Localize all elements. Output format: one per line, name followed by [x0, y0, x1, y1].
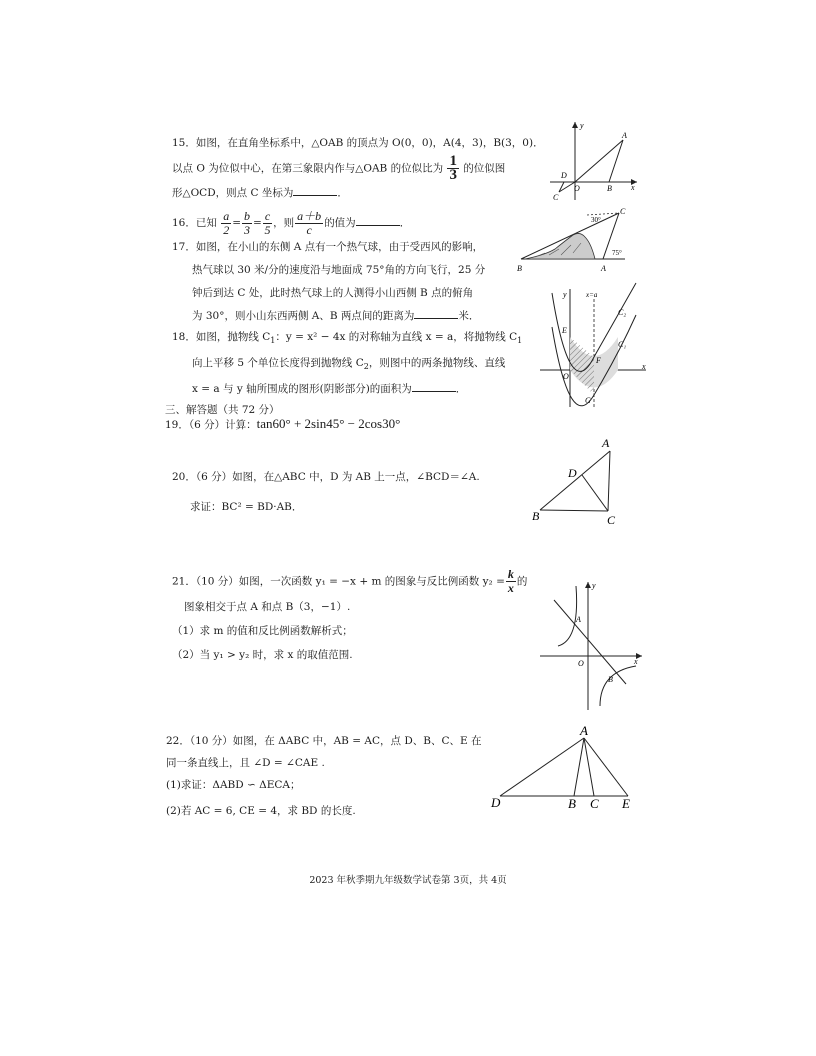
q17-figure — [515, 205, 630, 275]
svg-text:y: y — [592, 581, 596, 590]
page-footer: 2023 年秋季期九年级数学试卷第 3页，共 4页 — [309, 875, 507, 886]
svg-text:C₁: C₁ — [618, 340, 627, 349]
answer-blank — [414, 306, 458, 319]
svg-text:x=a: x=a — [586, 291, 598, 299]
svg-text:x: x — [634, 657, 638, 666]
svg-text:C: C — [607, 513, 616, 527]
svg-text:x: x — [631, 183, 635, 192]
svg-text:A: A — [580, 723, 588, 738]
svg-text:A: A — [576, 615, 581, 624]
svg-text:B: B — [568, 796, 576, 811]
svg-text:30°: 30° — [591, 216, 601, 224]
svg-text:G: G — [585, 396, 591, 405]
svg-text:O: O — [563, 372, 569, 381]
section-heading: 三、解答题（共 72 分） — [165, 404, 280, 416]
svg-text:O: O — [578, 659, 584, 668]
svg-text:C₂: C₂ — [618, 308, 627, 317]
svg-text:D: D — [568, 466, 577, 480]
question-16: 16．已知 $\frac{a}{2}$ = $\frac{b}{3}$ = $\frac{c}{5}$ ，则 $\frac{a+b}{c}$ 的值为 ． — [172, 208, 411, 237]
q15-ratio: $\frac{1}{3}$ — [449, 153, 457, 183]
svg-text:C: C — [590, 796, 599, 811]
question-15 — [172, 132, 544, 205]
answer-blank — [293, 183, 337, 196]
svg-text:y: y — [580, 121, 584, 130]
svg-text:B: B — [532, 509, 540, 523]
q15-line1: 15．如图，在直角坐标系中，△OAB 的顶点为 O(0，0)，A(4，3)，B(3，0)． — [172, 137, 544, 149]
question-22: 22．（10 分）如图，在 ΔABC 中，AB = AC，点 D、B、C、E 在 同一条直线上，且 ∠D = ∠CAE . (1)求证：ΔABD ∽ ΔECA； (2)若 AC = 6, CE = 4，求 BD 的长度. — [166, 735, 482, 817]
svg-text:A: A — [601, 264, 606, 273]
svg-text:y: y — [563, 290, 567, 299]
q18-figure — [538, 285, 648, 410]
question-18: 18．如图，抛物线 $C_1$：y = x² − 4x 的对称轴为直线 x = a，将抛物线 $C_1$ 向上平移 5 个单位长度得到抛物线 $C_2$，则图中的两条抛物线、直线 x = a 与 y 轴所围成的图形(阴影部分)的面积为 ． — [172, 331, 523, 396]
q21-figure — [540, 580, 645, 715]
svg-text:E: E — [622, 796, 630, 811]
svg-text:75°: 75° — [612, 249, 622, 257]
svg-text:C: C — [553, 193, 559, 202]
question-21: 21．（10 分）如图，一次函数 y₁ = −x + m 的图象与反比例函数 y₂ = $\frac{k}{x}$ 的 图象相交于点 A 和点 B（3，−1）. （1）求 m 的值和反比例函数解析式； （2）当 y₁ > y₂ 时，求 x 的取值范围. — [172, 567, 528, 661]
svg-text:x: x — [642, 362, 646, 371]
answer-blank — [412, 379, 456, 392]
svg-text:D: D — [561, 171, 567, 180]
q22-figure — [488, 722, 638, 812]
q20-figure — [530, 435, 630, 530]
svg-text:A: A — [622, 131, 627, 140]
q15-figure — [545, 118, 645, 203]
svg-text:B: B — [517, 264, 522, 273]
svg-text:A: A — [602, 436, 610, 450]
question-19: 19．（6 分）计算：tan60° + 2sin45° − 2cos30° — [165, 416, 401, 431]
svg-text:O: O — [574, 184, 580, 193]
svg-text:B: B — [608, 675, 613, 684]
svg-text:E: E — [562, 326, 567, 335]
svg-text:F: F — [596, 356, 601, 365]
svg-text:D: D — [491, 795, 501, 810]
question-17: 17．如图，在小山的东侧 A 点有一个热气球，由于受西风的影响， 热气球以 30 米/分的速度沿与地面成 75°角的方向飞行，25 分 钟后到达 C 处，此时热气球上的人测得小山西侧 B 点的俯角 为 30°，则小山东西两侧 A、B 两点间的距离为 米． — [172, 241, 486, 322]
svg-text:C: C — [620, 207, 626, 216]
question-20: 20．（6 分）如图，在△ABC 中，D 为 AB 上一点，∠BCD＝∠A. 求证：BC² = BD·AB． — [172, 471, 480, 513]
q15-line2: 以点 O 为位似中心，在第三象限内作与△OAB 的位似比为 $\frac{1}{3}$ 的位似图 — [172, 153, 506, 183]
svg-text:B: B — [607, 184, 612, 193]
answer-blank — [356, 213, 400, 226]
q15-line3: 形△OCD，则点 C 坐标为 ． — [172, 182, 544, 205]
